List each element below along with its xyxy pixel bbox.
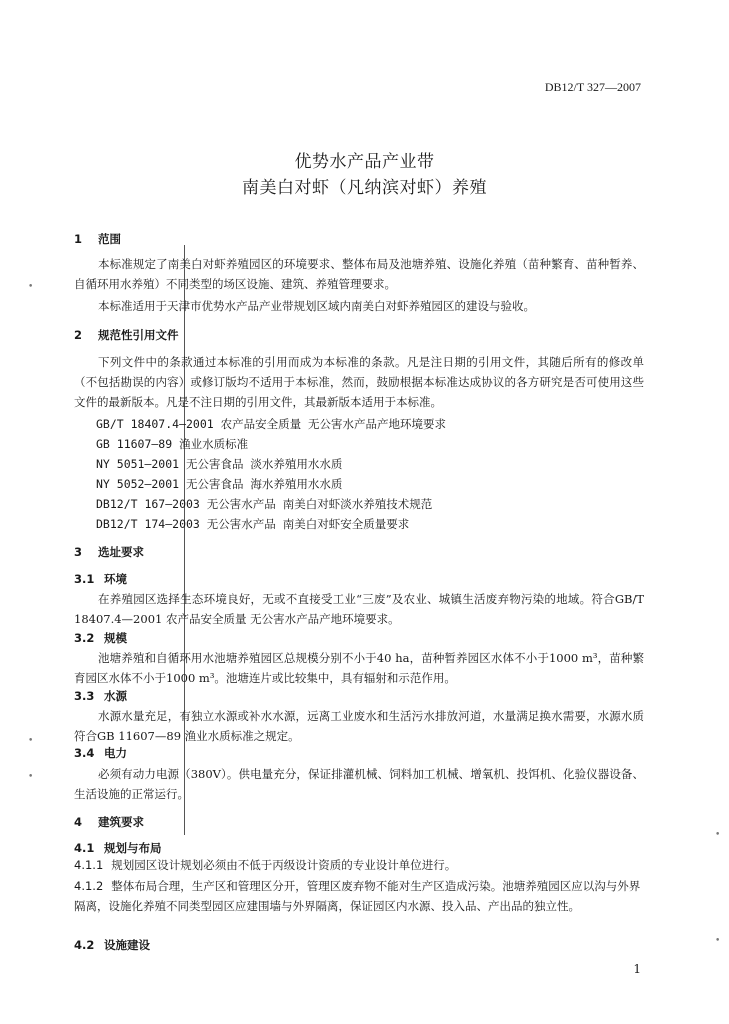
section-number: 2 [74,328,83,342]
section-number: 4 [74,815,83,829]
section-2-heading [74,327,179,343]
reference-item: GB/T 18407.4—2001 农产品安全质量 无公害水产品产地环境要求 [96,417,447,431]
document-code: DB12/T 327—2007 [544,80,641,94]
document-title-line2: 南美白对虾（凡纳滨对虾）养殖 [242,178,487,198]
subsection-number: 3.3 [74,689,95,703]
section-title: 规范性引用文件 [98,328,179,342]
section-1-paragraph-1: 本标准规定了南美白对虾养殖园区的环境要求、整体布局及池塘养殖、设施化养殖（苗种繁育、苗种暂养、自循环用水养殖）不同类型的场区设施、建筑、养殖管理要求。 [74,257,644,291]
subsection-3-4-text: 必须有动力电源（380V）。供电量充分，保证排灌机械、饲料加工机械、增氧机、投饵机、化验仪器设备、生活设施的正常运行。 [74,767,644,801]
clause-number: 4.1.2 [74,879,104,893]
clause-text: 整体布局合理，生产区和管理区分开，管理区废弃物不能对生产区造成污染。池塘养殖园区应以沟与外界隔离，设施化养殖不同类型园区应建围墙与外界隔离，保证园区内水源、投入品、产出品的独立性。 [74,879,641,913]
subsection-3-1-text: 在养殖园区选择生态环境良好，无或不直接受工业“三废”及农业、城镇生活废弃物污染的地域。符合GB/T 18407.4—2001 农产品安全质量 无公害水产品产地环境要求。 [74,592,644,626]
document-title-line1: 优势水产品产业带 [294,152,435,172]
subsection-4-2-heading [74,937,150,953]
section-title: 选址要求 [98,545,144,559]
scan-speck: • [28,282,34,292]
subsection-3-3-text: 水源水量充足，有独立水源或补水水源，远离工业废水和生活污水排放河道，水量满足换水需要，水源水质符合GB 11607—89 渔业水质标准之规定。 [74,709,644,743]
clause-text: 规划园区设计规划必须由不低于丙级设计资质的专业设计单位进行。 [111,858,457,872]
section-1-heading [74,231,121,247]
subsection-3-3-heading [74,688,127,704]
section-number: 3 [74,545,83,559]
subsection-title: 环境 [104,572,127,586]
section-title: 范围 [98,232,121,246]
section-3-heading [74,544,144,560]
scan-speck: • [28,736,34,746]
subsection-3-2-text: 池塘养殖和自循环用水池塘养殖园区总规模分别不小于40 ha，苗种暂养园区水体不小于1000 m³，苗种繁育园区水体不小于1000 m³。池塘连片或比较集中，具有辐射和示范作用。 [74,651,644,685]
reference-item: NY 5051—2001 无公害食品 淡水养殖用水水质 [96,457,343,471]
scan-speck: • [28,772,34,782]
reference-item: DB12/T 167—2003 无公害水产品 南美白对虾淡水养殖技术规范 [96,497,433,511]
subsection-number: 3.1 [74,572,95,586]
subsection-3-2-heading [74,630,127,646]
reference-item: GB 11607—89 渔业水质标准 [96,437,249,451]
subsection-title: 设施建设 [104,938,150,952]
section-4-heading [74,814,144,830]
page-number: 1 [633,962,641,976]
scan-speck: • [715,830,721,840]
clause-4-1-1 [74,855,644,875]
subsection-title: 规划与布局 [104,841,162,855]
clause-number: 4.1.1 [74,858,104,872]
subsection-number: 4.1 [74,841,95,855]
subsection-number: 4.2 [74,938,95,952]
scan-speck: • [715,936,721,946]
subsection-4-1-heading [74,840,162,856]
subsection-number: 3.4 [74,746,95,760]
section-title: 建筑要求 [98,815,144,829]
reference-item: DB12/T 174—2003 无公害水产品 南美白对虾安全质量要求 [96,517,410,531]
subsection-3-1-heading [74,571,127,587]
subsection-title: 电力 [104,746,127,760]
subsection-3-4-heading [74,745,127,761]
section-1-paragraph-2: 本标准适用于天津市优势水产品产业带规划区域内南美白对虾养殖园区的建设与验收。 [98,299,535,313]
scan-fold-line [184,245,185,835]
subsection-title: 规模 [104,631,127,645]
subsection-number: 3.2 [74,631,95,645]
section-number: 1 [74,232,83,246]
section-2-paragraph: 下列文件中的条款通过本标准的引用而成为本标准的条款。凡是注日期的引用文件，其随后所有的修改单（不包括勘误的内容）或修订版均不适用于本标准，然而，鼓励根据本标准达成协议的各方研究是否可使用这些文件的最新版本。凡是不注日期的引用文件，其最新版本适用于本标准。 [74,355,644,409]
reference-item: NY 5052—2001 无公害食品 海水养殖用水水质 [96,477,343,491]
subsection-title: 水源 [104,689,127,703]
clause-4-1-2 [74,876,644,916]
